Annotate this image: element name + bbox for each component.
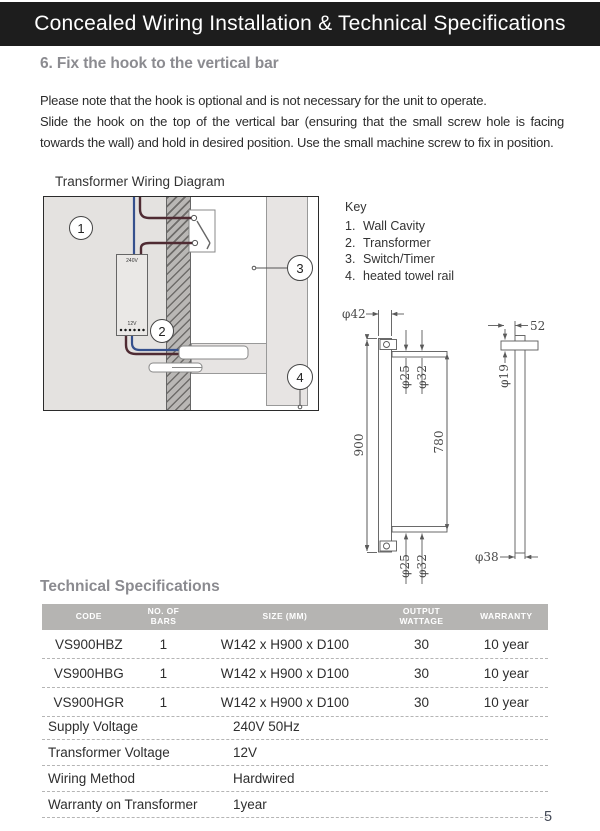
column-header-bars: NO. OF BARS (147, 606, 180, 626)
section-heading: 6. Fix the hook to the vertical bar (40, 55, 279, 72)
spec-table-header (42, 604, 548, 630)
transformer-12v-label: 12V (127, 321, 137, 327)
page-number: 5 (544, 809, 553, 825)
column-header-code: CODE (75, 611, 102, 622)
detail-value: 1year (233, 797, 267, 812)
wiring-diagram (43, 196, 319, 411)
paragraph-note: Please note that the hook is optional and is not necessary for the unit to operate. (40, 93, 487, 108)
dim-label-900: 900 (352, 433, 366, 457)
table-row (42, 688, 548, 717)
cell-code: VS900HBZ (55, 636, 123, 652)
callout-1-label: 1 (77, 220, 85, 236)
cell-size: W142 x H900 x D100 (220, 665, 350, 681)
column-header-size: SIZE (MM) (262, 611, 308, 622)
dim-label-25-top: φ25 (398, 365, 412, 389)
cell-size: W142 x H900 x D100 (220, 694, 350, 710)
dim-label-42: φ42 (342, 307, 366, 321)
diagram-key (345, 200, 454, 284)
cell-warranty: 10 year (483, 636, 529, 652)
machine-screw (149, 363, 202, 372)
detail-label: Warranty on Transformer (48, 797, 198, 812)
key-item-number: 3. (345, 252, 356, 266)
spec-details (42, 714, 548, 818)
table-row (42, 659, 548, 688)
key-item-label: Transformer (363, 235, 431, 250)
table-row (42, 630, 548, 659)
key-item (345, 251, 454, 268)
callout-4-label: 4 (296, 369, 304, 385)
detail-row (42, 766, 548, 792)
dim-label-780: 780 (432, 430, 446, 454)
detail-row (42, 792, 548, 818)
detail-label: Supply Voltage (48, 719, 139, 734)
specs-heading: Technical Specifications (40, 578, 220, 595)
detail-value: Hardwired (233, 771, 295, 786)
key-heading: Key (345, 200, 367, 214)
cell-size: W142 x H900 x D100 (220, 636, 350, 652)
cell-output: 30 (413, 694, 429, 710)
cell-code: VS900HGR (53, 694, 125, 710)
column-header-output: OUTPUT WATTAGE (399, 606, 444, 626)
transformer (116, 254, 148, 336)
dimension-drawing (338, 303, 600, 585)
callout-3 (287, 255, 313, 281)
dim-label-25-bottom: φ25 (398, 554, 412, 578)
cell-output: 30 (413, 665, 429, 681)
cell-bars: 1 (159, 694, 168, 710)
cell-output: 30 (413, 636, 429, 652)
key-item-label: heated towel rail (363, 268, 455, 283)
dim-label-32-bottom: φ32 (415, 554, 429, 578)
terminal-dots (119, 328, 145, 332)
detail-row (42, 740, 548, 766)
cell-bars: 1 (159, 665, 168, 681)
page-header (0, 2, 600, 46)
cell-bars: 1 (159, 636, 168, 652)
dim-label-32-top: φ32 (415, 365, 429, 389)
key-item (345, 235, 454, 252)
detail-row (42, 714, 548, 740)
key-item-number: 2. (345, 235, 356, 250)
callout-4 (287, 364, 313, 390)
detail-value: 12V (233, 745, 258, 760)
switch-timer-drawing (189, 210, 215, 252)
detail-label: Wiring Method (48, 771, 136, 786)
paragraph-instructions: Slide the hook on the top of the vertical bar (ensuring that the small screw hole is facing towards the wall) and hold in desired position. Use the small machine screw to fix in position. (40, 114, 564, 150)
dim-label-52: 52 (530, 319, 546, 333)
dim-label-38: φ38 (475, 550, 499, 564)
callout-1 (69, 216, 93, 240)
key-item-number: 4. (345, 268, 356, 283)
dim-label-19: φ19 (497, 364, 511, 388)
key-item (345, 218, 454, 235)
detail-value: 240V 50Hz (233, 719, 300, 734)
cell-warranty: 10 year (483, 694, 529, 710)
column-header-warranty: WARRANTY (480, 611, 533, 622)
key-item (345, 268, 454, 285)
detail-label: Transformer Voltage (48, 745, 170, 760)
spec-table (42, 604, 548, 717)
transformer-240v-label: 240V (126, 258, 138, 264)
callout-2 (150, 319, 174, 343)
key-item-label: Switch/Timer (363, 252, 435, 266)
diagram-title: Transformer Wiring Diagram (55, 174, 225, 189)
callout-3-label: 3 (296, 260, 304, 276)
page-title: Concealed Wiring Installation & Technical Specifications (34, 12, 566, 35)
key-item-number: 1. (345, 219, 356, 233)
key-item-label: Wall Cavity (363, 219, 426, 233)
cell-code: VS900HBG (53, 665, 124, 681)
wall-sleeve (179, 346, 248, 359)
callout-2-label: 2 (158, 323, 166, 339)
cell-warranty: 10 year (483, 665, 529, 681)
